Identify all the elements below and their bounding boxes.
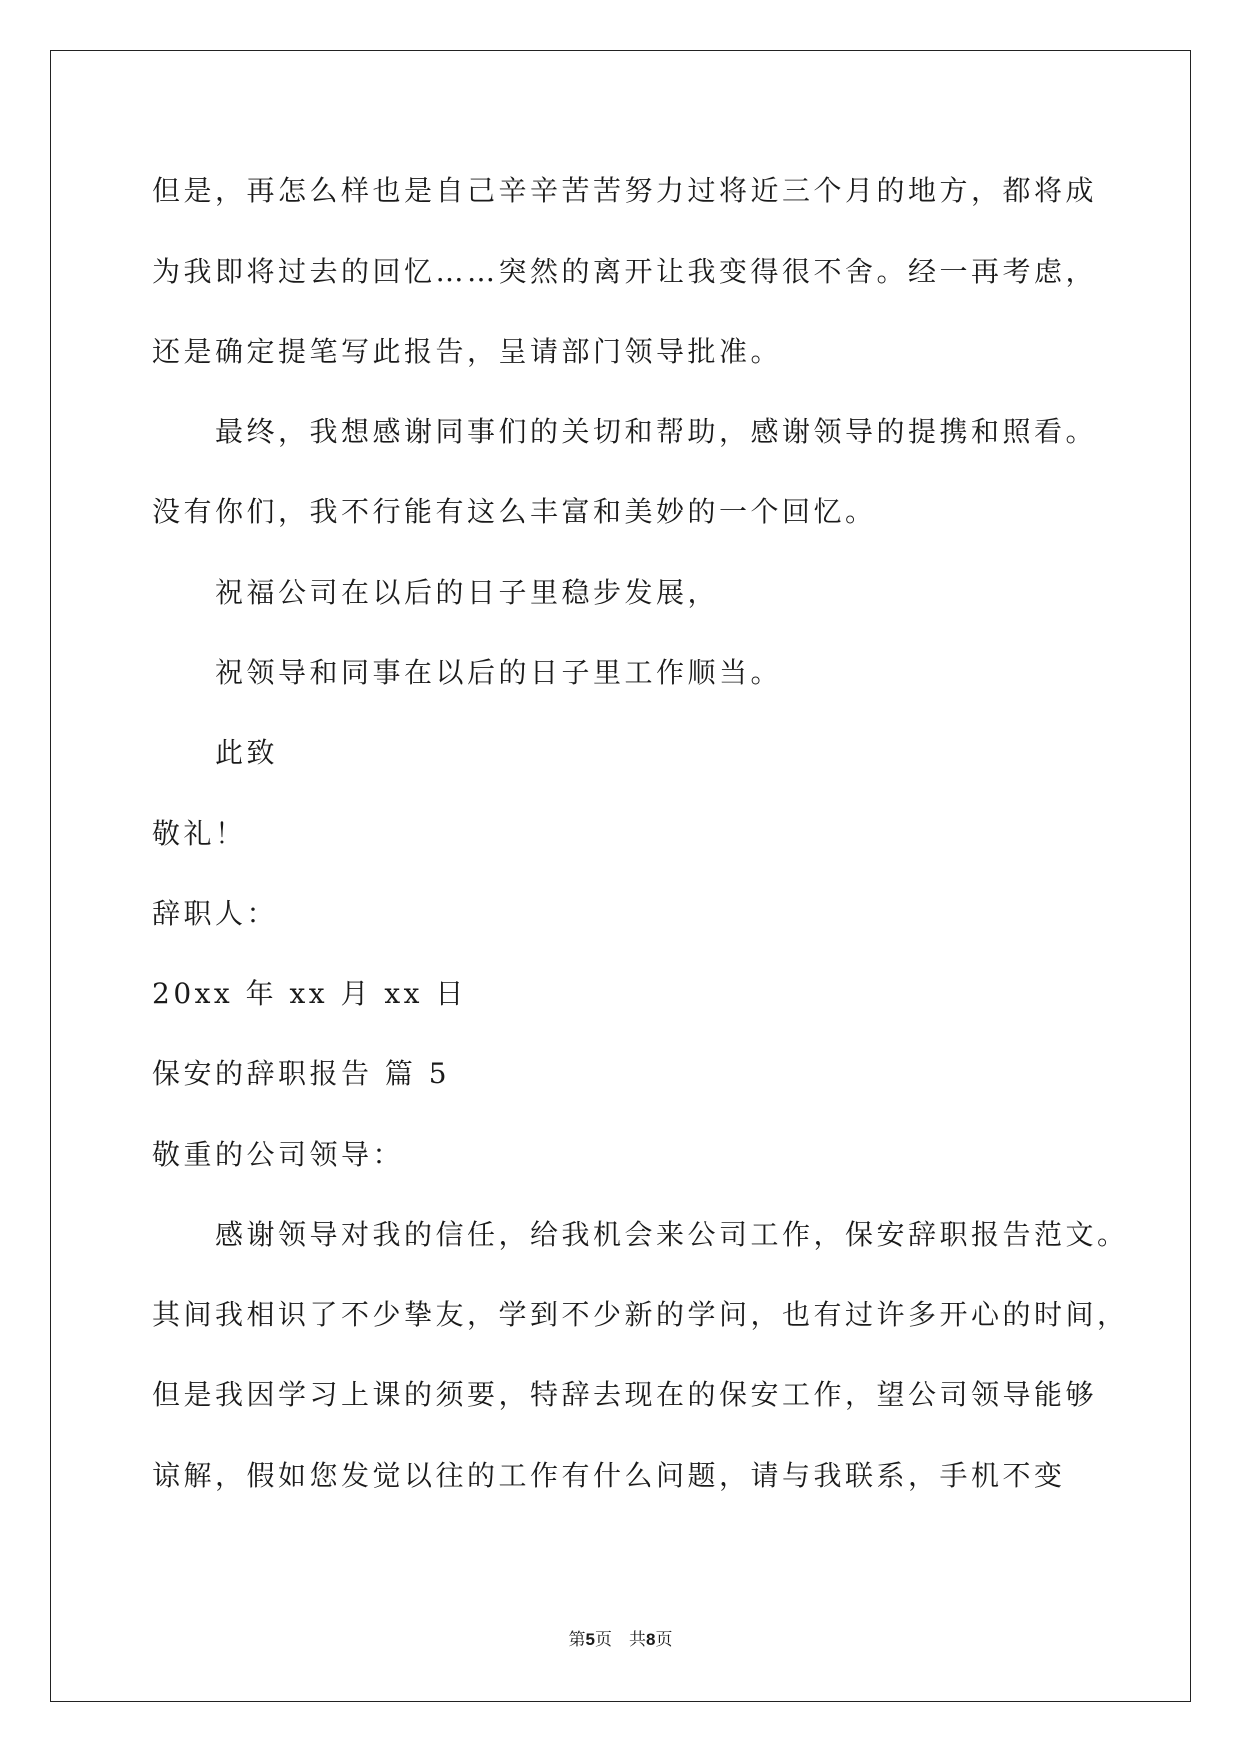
body-line-3: 还是确定提笔写此报告，呈请部门领导批准。 bbox=[152, 335, 783, 368]
body-line-9: 谅解，假如您发觉以往的工作有什么问题，请与我联系，手机不变 bbox=[152, 1459, 1066, 1492]
closing-regards: 敬礼！ bbox=[152, 817, 247, 850]
footer-current-page: 5 bbox=[585, 1630, 595, 1649]
salutation: 敬重的公司领导： bbox=[152, 1138, 405, 1171]
body-line-6: 感谢领导对我的信任，给我机会来公司工作，保安辞职报告范文。 bbox=[215, 1218, 1129, 1251]
body-line-8: 但是我因学习上课的须要，特辞去现在的保安工作，望公司领导能够 bbox=[152, 1378, 1098, 1411]
page-border bbox=[50, 50, 1191, 1702]
body-line-5: 没有你们，我不行能有这么丰富和美妙的一个回忆。 bbox=[152, 495, 877, 528]
footer-prefix: 第 bbox=[568, 1630, 586, 1650]
blessing-line-2: 祝领导和同事在以后的日子里工作顺当。 bbox=[215, 656, 783, 689]
footer-total-pages: 8 bbox=[646, 1630, 656, 1649]
closing-salutation: 此致 bbox=[215, 736, 279, 769]
body-line-7: 其间我相识了不少挚友，学到不少新的学问，也有过许多开心的时间， bbox=[152, 1298, 1129, 1331]
footer-mid: 页 共 bbox=[595, 1630, 646, 1650]
blessing-line-1: 祝福公司在以后的日子里稳步发展， bbox=[215, 576, 720, 609]
date-line: 20xx 年 xx 月 xx 日 bbox=[152, 977, 467, 1010]
footer-suffix: 页 bbox=[655, 1630, 673, 1650]
section-title: 保安的辞职报告 篇 5 bbox=[152, 1057, 451, 1090]
signature-label: 辞职人： bbox=[152, 897, 279, 930]
body-line-4: 最终，我想感谢同事们的关切和帮助，感谢领导的提携和照看。 bbox=[215, 415, 1098, 448]
page-footer bbox=[0, 1625, 1241, 1650]
body-line-2: 为我即将过去的回忆……突然的离开让我变得很不舍。经一再考虑， bbox=[152, 255, 1098, 288]
body-line-1: 但是，再怎么样也是自己辛辛苦苦努力过将近三个月的地方，都将成 bbox=[152, 174, 1098, 207]
